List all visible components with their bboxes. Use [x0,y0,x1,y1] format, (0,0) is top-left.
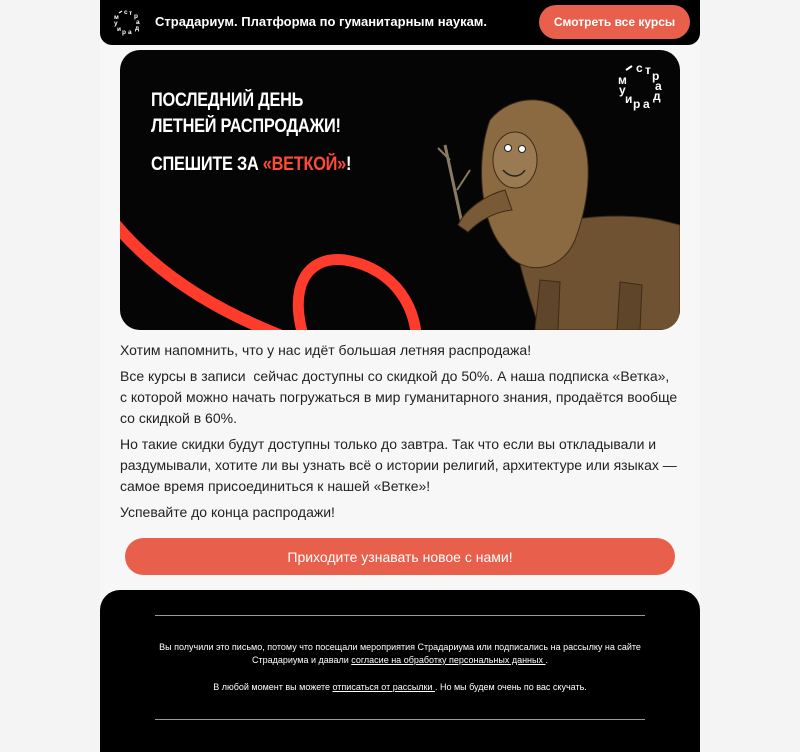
stradarium-logo-icon[interactable] [112,7,142,37]
svg-text:м: м [114,14,119,21]
svg-text:с: с [124,9,128,16]
svg-text:а: а [136,19,140,26]
banner-logo-icon [616,60,668,112]
footer [100,590,700,752]
red-swoosh-decoration [120,218,320,330]
banner-line3-prefix: СПЕШИТЕ ЗА [151,154,263,175]
red-loop-decoration [298,260,416,330]
banner-line3-accent: «ВЕТКОЙ» [262,154,346,175]
header-bar [100,0,700,45]
footer-notice-text: Вы получили это письмо, потому что посещали мероприятия Страдариума или подписались на рассылку на сайте Страдариума и давали [159,642,641,665]
banner-line3-suffix: ! [345,154,352,175]
consent-link[interactable]: согласие на обработку персональных данных [351,655,546,665]
svg-text:т: т [129,10,133,17]
footer-unsub-end: . Но мы будем очень по вас скучать. [434,682,587,692]
svg-text:с: с [636,61,643,75]
header-title: Страдариум. Платформа по гуманитарным наукам. [155,14,488,29]
unsubscribe-link[interactable]: отписаться от рассылки [332,682,435,692]
svg-text:а: а [643,97,650,111]
footer-unsub-text: В любой момент вы можете [213,682,333,692]
learn-with-us-button[interactable]: Приходите узнавать новое с нами! [125,538,675,575]
svg-text:а: а [128,29,132,36]
svg-text:т: т [645,63,651,77]
svg-text:у: у [619,83,626,97]
svg-text:р: р [652,69,660,83]
svg-text:р: р [134,13,138,20]
lion-illustration [438,100,680,330]
banner-headline-line2: ЛЕТНЕЙ РАСПРОДАЖИ! [151,116,341,137]
svg-text:и: и [625,92,633,106]
svg-text:м: м [618,73,627,87]
body-paragraph-2: Все курсы в записи сейчас доступны со скидкой до 50%. А наша подписка «Ветка», с которой можно начать погружаться в мир гуманитарного знания, продаётся вообще со скидкой в 60%. [120,368,682,426]
svg-text:и: и [117,26,121,33]
footer-unsubscribe-note [150,681,650,694]
body-paragraph-4: Успевайте до конца распродажи! [120,504,335,520]
body-paragraph-1: Хотим напомнить, что у нас идёт большая летняя распродажа! [120,342,532,358]
view-all-courses-button[interactable]: Смотреть все курсы [539,5,690,39]
svg-text:д: д [653,89,661,103]
svg-text:р: р [122,29,126,36]
body-paragraph-3: Но такие скидки будут доступны только до завтра. Так что если вы откладывали и раздумывали, хотите ли вы узнать всё о истории религий, архитектуре или языках — самое время присоединиться к нашей «Ветке»! [120,436,677,494]
footer-notice [150,641,650,667]
banner-headline-line1: ПОСЛЕДНИЙ ДЕНЬ [151,90,304,111]
svg-text:д: д [135,25,140,32]
footer-divider-bottom [155,719,645,720]
svg-text:р: р [633,97,641,111]
svg-text:а: а [655,79,662,93]
promo-banner[interactable] [120,50,680,330]
banner-headline-line3 [151,154,351,176]
footer-notice-end: . [545,655,549,665]
svg-text:у: у [114,20,118,27]
footer-divider-top [155,615,645,616]
